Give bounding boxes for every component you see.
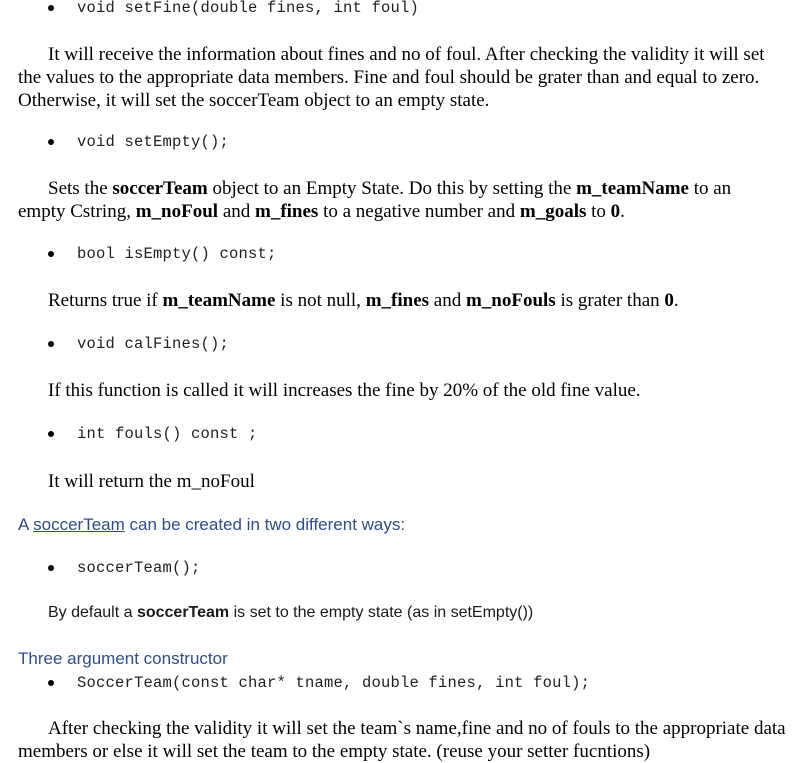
set-fine-signature: void setFine(double fines, int foul) bbox=[77, 0, 420, 17]
bullet-set-fine bbox=[48, 0, 419, 17]
bullet-set-empty bbox=[48, 133, 229, 151]
bullet-dot bbox=[48, 251, 54, 257]
three-arg-description: After checking the validity it will set the team`s name,fine and no of fouls to the appropriate data members or else it will set the team to the empty state. (reuse your setter fucntions) bbox=[18, 718, 786, 762]
created-intro: A soccerTeam can be created in two different ways: bbox=[18, 515, 406, 534]
default-ctor-description: By default a soccerTeam is set to the empty state (as in setEmpty()) bbox=[48, 604, 534, 621]
set-empty-signature: void setEmpty(); bbox=[77, 133, 230, 151]
bullet-dot bbox=[48, 680, 54, 686]
bullet-dot bbox=[48, 341, 54, 347]
bullet-is-empty bbox=[48, 245, 277, 263]
three-arg-signature: SoccerTeam(const char* tname, double fines, int foul); bbox=[77, 674, 591, 692]
bullet-cal-fines bbox=[48, 335, 229, 353]
bullet-dot bbox=[48, 431, 54, 437]
set-fine-description: It will receive the information about fines and no of foul. After checking the validity it will set the values to the appropriate data members. Fine and foul should be grater than and equal to zero. Otherwise, it will set the soccerTeam object to an empty state. bbox=[18, 44, 765, 111]
cal-fines-description: If this function is called it will increases the fine by 20% of the old fine value. bbox=[48, 380, 641, 401]
soccer-team-link[interactable]: soccerTeam bbox=[33, 515, 125, 534]
bullet-dot bbox=[48, 5, 54, 11]
is-empty-signature: bool isEmpty() const; bbox=[77, 245, 277, 263]
cal-fines-signature: void calFines(); bbox=[77, 335, 230, 353]
default-ctor-signature: soccerTeam(); bbox=[77, 559, 201, 577]
bullet-dot bbox=[48, 139, 54, 145]
bullet-three-arg bbox=[48, 674, 590, 692]
fouls-signature: int fouls() const ; bbox=[77, 425, 258, 443]
bullet-default-ctor bbox=[48, 559, 201, 577]
bullet-dot bbox=[48, 565, 54, 571]
set-empty-description: Sets the soccerTeam object to an Empty State. Do this by setting the m_teamName to an empty Cstring, m_noFoul and m_fines to a negative number and m_goals to 0. bbox=[18, 178, 732, 222]
fouls-description: It will return the m_noFoul bbox=[48, 471, 255, 492]
is-empty-description: Returns true if m_teamName is not null, m_fines and m_noFouls is grater than 0. bbox=[48, 290, 679, 311]
three-arg-heading: Three argument constructor bbox=[18, 649, 228, 668]
bullet-fouls bbox=[48, 425, 258, 443]
